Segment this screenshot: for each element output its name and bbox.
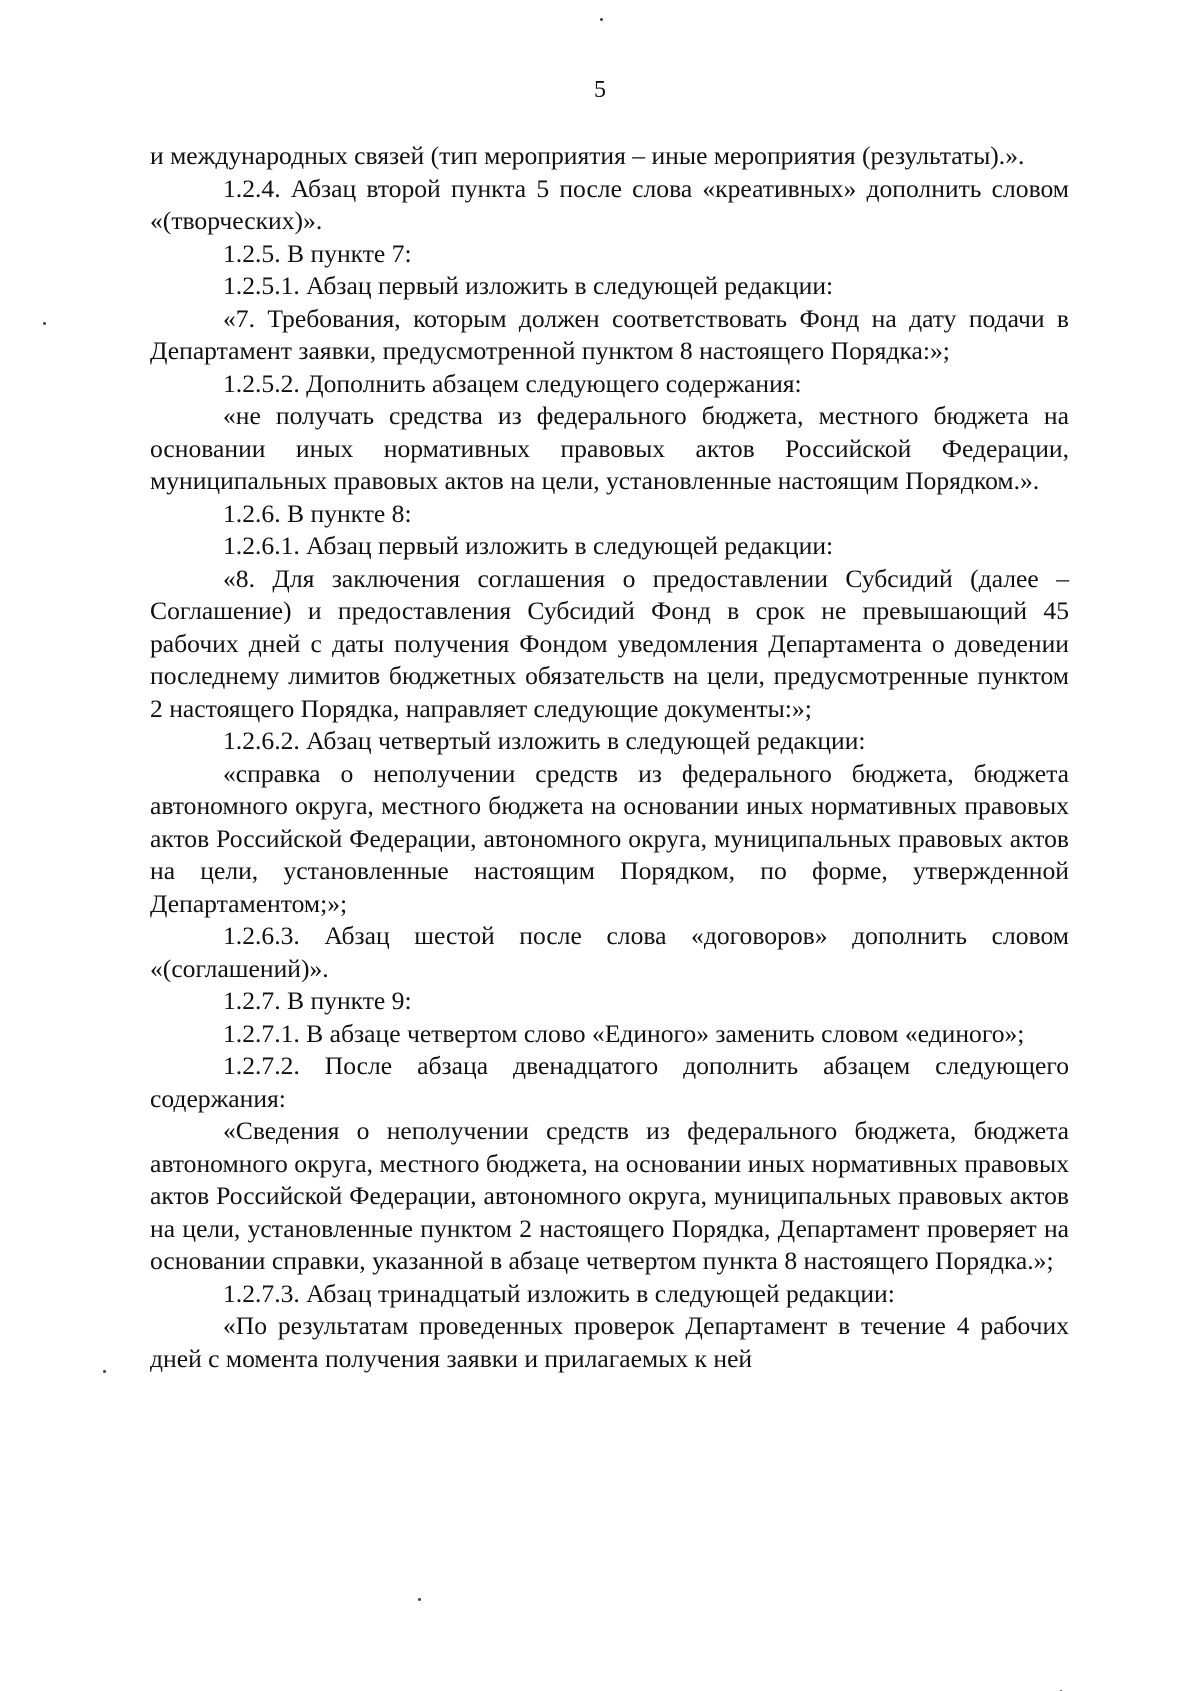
scan-speck	[43, 322, 46, 325]
page-number: 5	[594, 77, 606, 103]
paragraph: и международных связей (тип мероприятия – иные мероприятия (результаты).».	[150, 141, 1025, 170]
paragraph: 1.2.7.1. В абзаце четвертом слово «Единого» заменить словом «единого»;	[223, 1018, 1025, 1048]
paragraph: 1.2.6.2. Абзац четвертый изложить в следующей редакции:	[223, 726, 866, 755]
paragraph: «справка о неполучении средств из федерального бюджета, бюджета автономного округа, местного бюджета на основании иных нормативных правовых актов Российской Федерации, автономного округа, муниципальных правовых актов на цели, установленные настоящим Порядком, по форме, утвержденной Департаментом;»;	[150, 758, 1069, 918]
paragraph: 1.2.7.2. После абзаца двенадцатого дополнить абзацем следующего содержания:	[150, 1051, 1069, 1113]
paragraph: «Сведения о неполучении средств из федерального бюджета, бюджета автономного округа, местного бюджета, на основании иных нормативных правовых актов Российской Федерации, автономного округа, муниципальных правовых актов на цели, установленные пунктом 2 настоящего Порядка, Департамент проверяет на основании справки, указанной в абзаце четвертом пункта 8 настоящего Порядка.»;	[150, 1116, 1069, 1275]
paragraph: «8. Для заключения соглашения о предоставлении Субсидий (далее – Соглашение) и предоставления Субсидий Фонд в срок не превышающий 45 рабочих дней с даты получения Фондом уведомления Департамента о доведении последнему лимитов бюджетных обязательств на цели, предусмотренные пунктом 2 настоящего Порядка, направляет следующие документы:»;	[150, 563, 1069, 723]
paragraph: «не получать средства из федерального бюджета, местного бюджета на основании иных нормативных правовых актов Российской Федерации, муниципальных правовых актов на цели, установленные настоящим Порядком.».	[150, 401, 1069, 495]
scan-speck	[600, 18, 603, 21]
paragraph: «По результатам проведенных проверок Департамент в течение 4 рабочих дней с момента получения заявки и прилагаемых к ней	[150, 1311, 1069, 1373]
paragraph: 1.2.6.3. Абзац шестой после слова «договоров» дополнить словом «(соглашений)».	[150, 921, 1069, 983]
paragraph: «7. Требования, которым должен соответствовать Фонд на дату подачи в Департамент заявки, предусмотренной пунктом 8 настоящего Порядка:»;	[150, 303, 1069, 365]
scan-speck	[103, 1370, 106, 1373]
paragraph: 1.2.6.1. Абзац первый изложить в следующей редакции:	[223, 531, 834, 560]
paragraph: 1.2.5.1. Абзац первый изложить в следующей редакции:	[223, 271, 834, 300]
paragraph: 1.2.6. В пункте 8:	[223, 498, 412, 528]
paragraph: 1.2.7. В пункте 9:	[223, 986, 412, 1015]
paragraph: 1.2.5.2. Дополнить абзацем следующего содержания:	[223, 368, 802, 398]
paragraph: 1.2.7.3. Абзац тринадцатый изложить в следующей редакции:	[223, 1278, 895, 1308]
scan-speck	[418, 1598, 421, 1601]
paragraph: 1.2.4. Абзац второй пункта 5 после слова «креативных» дополнить словом «(творческих)».	[150, 173, 1069, 235]
paragraph: 1.2.5. В пункте 7:	[223, 238, 412, 268]
document-body	[150, 140, 1069, 1375]
